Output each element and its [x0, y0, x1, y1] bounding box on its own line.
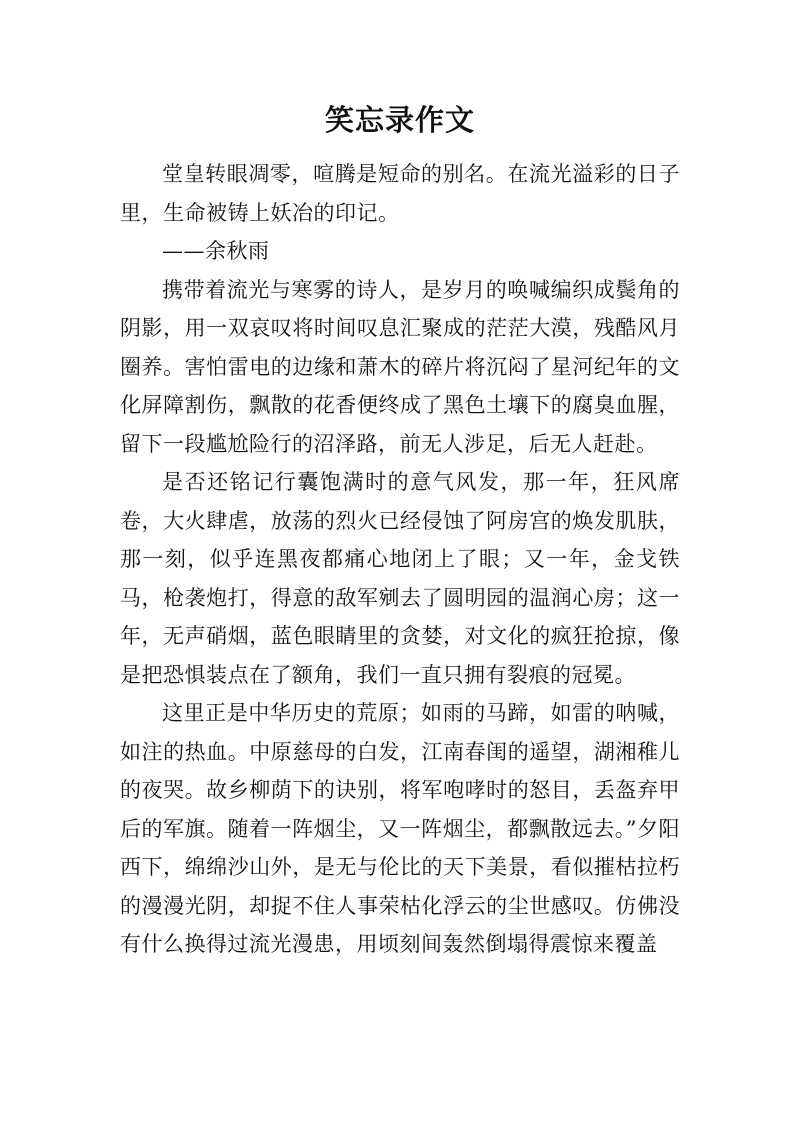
document-body: [120, 155, 680, 964]
paragraph-attribution: ——余秋雨: [162, 239, 270, 263]
paragraph-1: 携带着流光与寒雾的诗人，是岁月的唤喊编织成鬓角的阴影，用一双哀叹将时间叹息汇聚成的茫茫大漠，残酷风月圈养。害怕雷电的边缘和萧木的碎片将沉闷了星河纪年的文化屏障割伤，飘散的花香便终成了黑色土壤下的腐臭血腥，留下一段尴尬险行的沼泽路，前无人涉足，后无人赶赴。: [120, 277, 680, 456]
paragraph-2: 是否还铭记行囊饱满时的意气风发，那一年，狂风席卷，大火肆虐，放荡的烈火已经侵蚀了阿房宫的焕发肌肤，那一刻，似乎连黑夜都痛心地闭上了眼；又一年，金戈铁马，枪袭炮打，得意的敌军剜去了圆明园的温润心房；这一年，无声硝烟，蓝色眼睛里的贪婪，对文化的疯狂抢掠，像是把恐惧装点在了额角，我们一直只拥有裂痕的冠冕。: [120, 470, 680, 687]
paragraph-epigraph: 堂皇转眼凋零，喧腾是短命的别名。在流光溢彩的日子里，生命被铸上妖冶的印记。: [120, 162, 680, 225]
paragraph-3: 这里正是中华历史的荒原；如雨的马蹄，如雷的呐喊，如注的热血。中原慈母的白发，江南春闺的遥望，湖湘稚儿的夜哭。故乡柳荫下的诀别，将军咆哮时的怒目，丢盔弃甲后的军旗。随着一阵烟尘，又一阵烟尘，都飘散远去。”夕阳西下，绵绵沙山外，是无与伦比的天下美景，看似摧枯拉朽的漫漫光阴，却捉不住人事荣枯化浮云的尘世感叹。仿佛没有什么换得过流光漫患，用顷刻间轰然倒塌得震惊来覆盖: [120, 701, 680, 956]
document-title: 笑忘录作文: [324, 103, 475, 137]
